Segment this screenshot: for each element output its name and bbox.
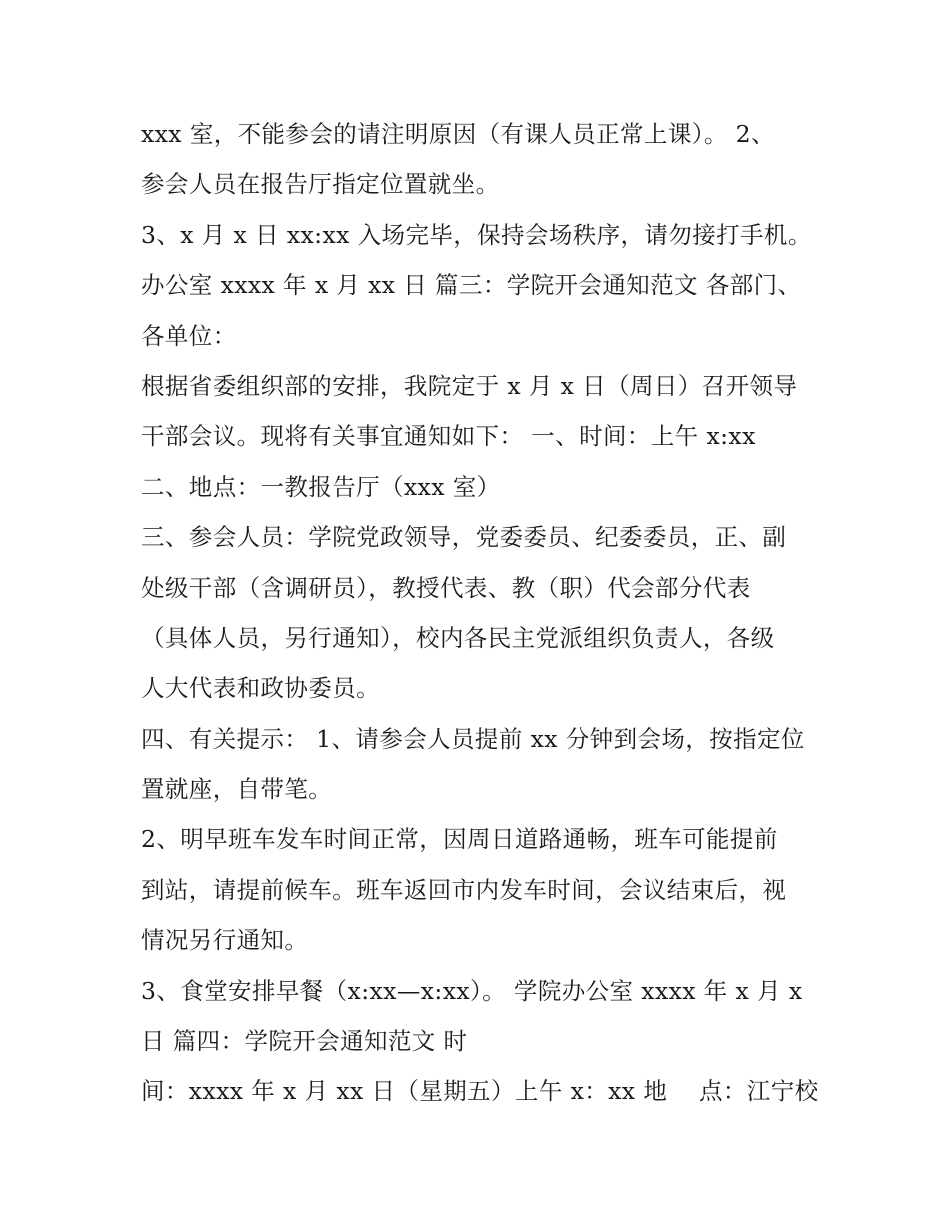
- text-line: 情况另行通知。: [141, 926, 309, 955]
- text-line: 3、食堂安排早餐（x:xx—x:xx）。 学院办公室 xxxx 年 x 月 x: [141, 976, 803, 1005]
- text-line: 参会人员在报告厅指定位置就坐。: [141, 170, 500, 199]
- text-line: 到站，请提前候车。班车返回市内发车时间，会议结束后，视: [141, 875, 787, 904]
- text-line: 人大代表和政协委员。: [141, 674, 380, 703]
- text-line: 间：xxxx 年 x 月 xx 日（星期五）上午 x：xx 地 点：江宁校: [141, 1077, 819, 1106]
- text-line: 四、有关提示： 1、请参会人员提前 xx 分钟到会场，按指定位: [141, 724, 805, 753]
- text-line: 3、x 月 x 日 xx:xx 入场完毕，保持会场秩序，请勿接打手机。: [141, 220, 812, 249]
- text-line: 置就座，自带笔。: [141, 775, 333, 804]
- text-line: （具体人员，另行通知），校内各民主党派组织负责人，各级: [141, 623, 775, 652]
- text-line: 2、明早班车发车时间正常，因周日道路通畅，班车可能提前: [141, 825, 778, 854]
- text-line: 二、地点：一教报告厅（xxx 室）: [141, 472, 501, 501]
- text-line: 三、参会人员：学院党政领导，党委委员、纪委委员，正、副: [141, 523, 787, 552]
- text-line: xxx 室，不能参会的请注明原因（有课人员正常上课）。 2、: [141, 120, 775, 148]
- document-body: [141, 109, 821, 1117]
- text-line: 办公室 xxxx 年 x 月 xx 日 篇三：学院开会通知范文 各部门、: [141, 271, 802, 300]
- text-line: 干部会议。现将有关事宜通知如下： 一、时间：上午 x:xx: [141, 422, 756, 451]
- text-line: 日 篇四：学院开会通知范文 时: [141, 1027, 468, 1056]
- text-line: 处级干部（含调研员），教授代表、教（职）代会部分代表: [141, 573, 751, 602]
- text-line: 根据省委组织部的安排，我院定于 x 月 x 日（周日）召开领导: [141, 371, 798, 400]
- text-line: 各单位：: [141, 321, 237, 350]
